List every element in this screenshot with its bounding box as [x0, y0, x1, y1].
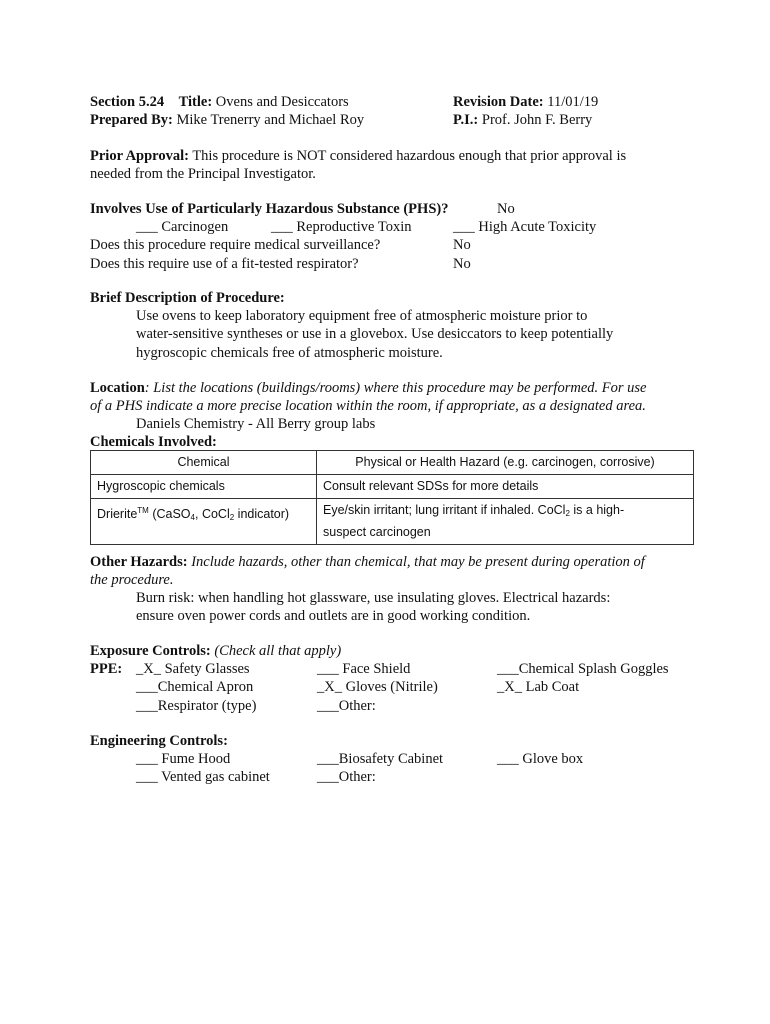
ppe-label: PPE:	[90, 661, 123, 677]
respirator-question: Does this require use of a fit-tested respirator?	[90, 256, 359, 272]
other-hazards-line2: the procedure.	[90, 572, 174, 588]
exposure-controls-line	[90, 643, 341, 660]
reproductive-toxin-check: ___ Reproductive Toxin	[271, 219, 412, 235]
revision-line	[453, 94, 598, 111]
table-row	[91, 499, 694, 545]
section-number: Section 5.24	[90, 94, 165, 110]
prior-approval-line1	[90, 148, 626, 165]
face-shield-check: ___ Face Shield	[317, 661, 411, 677]
section-title-line	[90, 94, 349, 111]
splash-goggles-check: ___Chemical Splash Goggles	[497, 661, 669, 677]
fume-hood-check: ___ Fume Hood	[136, 751, 231, 767]
chemical-cell: Drierite™ (CaSO$_4$, CoCl$_2$ indicator)	[91, 499, 317, 545]
phs-question: Involves Use of Particularly Hazardous Substance (PHS)?	[90, 201, 449, 217]
chemical-cell: Hygroscopic chemicals	[91, 475, 317, 499]
chemicals-label: Chemicals Involved:	[90, 434, 217, 450]
surveillance-answer: No	[453, 237, 471, 253]
chemical-apron-check: ___Chemical Apron	[136, 679, 254, 695]
engineering-controls-label: Engineering Controls:	[90, 733, 228, 749]
lab-coat-check: _X_ Lab Coat	[497, 679, 580, 695]
prepared-label: Prepared By:	[90, 112, 173, 128]
prepared-line	[90, 112, 364, 129]
prior-approval-label: Prior Approval:	[90, 148, 189, 164]
revision-date: 11/01/19	[547, 94, 599, 110]
column-header-hazard: Physical or Health Hazard (e.g. carcinogen, corrosive)	[317, 451, 694, 475]
other-hazards-line1	[90, 554, 645, 571]
prepared-value: Mike Trenerry and Michael Roy	[176, 112, 365, 128]
table-header-row	[91, 451, 694, 475]
title-label: Title:	[178, 94, 213, 110]
other-hazards-text1: Burn risk: when handling hot glassware, use insulating gloves. Electrical hazards:	[136, 590, 611, 606]
location-instructions: : List the locations (buildings/rooms) where this procedure may be performed. For use	[144, 380, 647, 396]
vented-gas-cabinet-check: ___ Vented gas cabinet	[136, 769, 270, 785]
hazard-cell: Eye/skin irritant; lung irritant if inhaled. CoCl$_2$ is a high- suspect carcinogen	[317, 499, 694, 545]
pi-value: Prof. John F. Berry	[481, 112, 593, 128]
other-hazards-label: Other Hazards:	[90, 554, 188, 570]
respirator-check: ___Respirator (type)	[136, 698, 257, 714]
location-line1	[90, 380, 646, 397]
description-line2: water-sensitive syntheses or use in a glovebox. Use desiccators to keep potentially	[136, 326, 614, 342]
engineering-other-check: ___Other:	[317, 769, 376, 785]
description-label: Brief Description of Procedure:	[90, 290, 285, 306]
gloves-check: _X_ Gloves (Nitrile)	[317, 679, 438, 695]
hazard-cell: Consult relevant SDSs for more details	[317, 475, 694, 499]
phs-answer: No	[497, 201, 515, 217]
prior-approval-text: This procedure is NOT considered hazardous enough that prior approval is	[192, 148, 627, 164]
description-line1: Use ovens to keep laboratory equipment free of atmospheric moisture prior to	[136, 308, 588, 324]
other-hazards-instructions: Include hazards, other than chemical, that may be present during operation of	[191, 554, 645, 570]
glove-box-check: ___ Glove box	[497, 751, 584, 767]
location-label: Location	[90, 380, 145, 396]
column-header-chemical: Chemical	[91, 451, 317, 475]
surveillance-question: Does this procedure require medical surveillance?	[90, 237, 381, 253]
chemicals-table	[90, 450, 694, 545]
pi-line	[453, 112, 592, 129]
exposure-controls-instructions: (Check all that apply)	[214, 643, 342, 659]
prior-approval-line2: needed from the Principal Investigator.	[90, 166, 316, 182]
carcinogen-check: ___ Carcinogen	[136, 219, 229, 235]
acute-toxicity-check: ___ High Acute Toxicity	[453, 219, 597, 235]
respirator-answer: No	[453, 256, 471, 272]
other-hazards-text2: ensure oven power cords and outlets are in good working condition.	[136, 608, 531, 624]
safety-glasses-check: _X_ Safety Glasses	[136, 661, 250, 677]
ppe-other-check: ___Other:	[317, 698, 376, 714]
description-line3: hygroscopic chemicals free of atmospheric moisture.	[136, 345, 443, 361]
location-value: Daniels Chemistry - All Berry group labs	[136, 416, 376, 432]
location-line2: of a PHS indicate a more precise location within the room, if appropriate, as a designated area.	[90, 398, 646, 414]
pi-label: P.I.:	[453, 112, 479, 128]
exposure-controls-label: Exposure Controls:	[90, 643, 211, 659]
title-value: Ovens and Desiccators	[215, 94, 349, 110]
revision-label: Revision Date:	[453, 94, 544, 110]
biosafety-cabinet-check: ___Biosafety Cabinet	[317, 751, 444, 767]
table-row	[91, 475, 694, 499]
